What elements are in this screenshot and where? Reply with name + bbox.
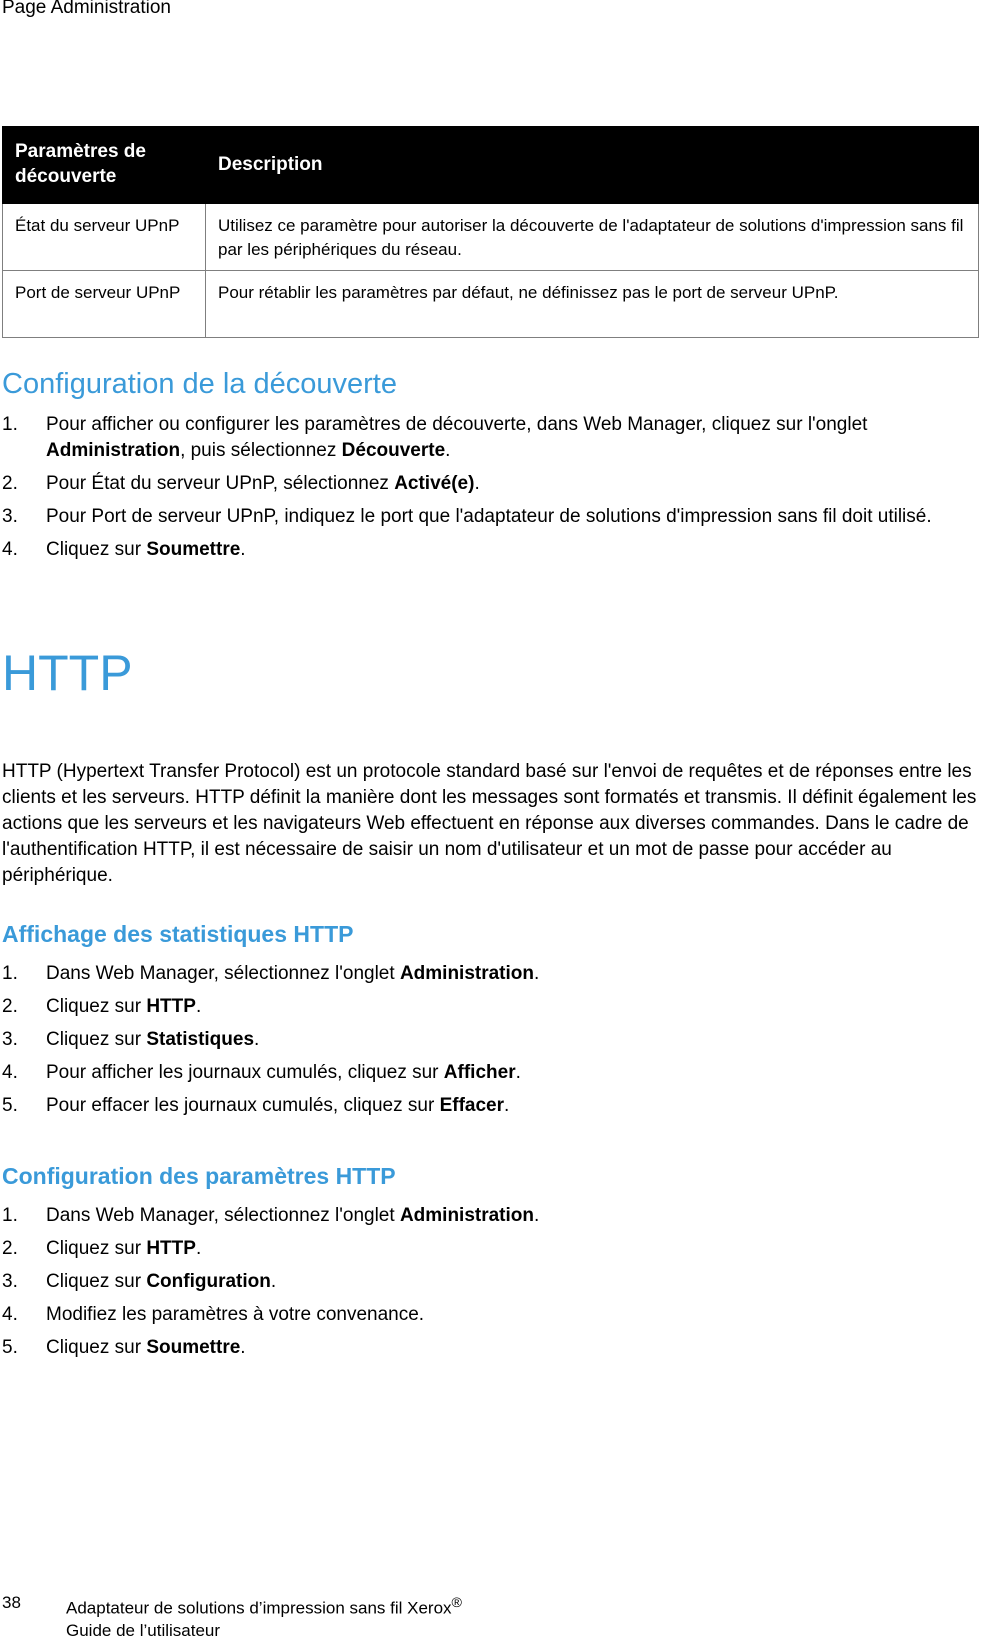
table-cell-description: Utilisez ce paramètre pour autoriser la découverte de l'adaptateur de solutions d'impression sans fil par les périphériques du réseau. <box>206 204 979 271</box>
list-item: 4. Pour afficher les journaux cumulés, cliquez sur Afficher. <box>2 1062 521 1083</box>
table-row <box>3 271 979 338</box>
table-cell-parameter: État du serveur UPnP <box>3 204 206 271</box>
http-stats-section <box>2 919 977 1126</box>
list-item: 1. Dans Web Manager, sélectionnez l'onglet Administration. <box>2 963 540 984</box>
list-item: 4. Modifiez les paramètres à votre convenance. <box>2 1304 425 1325</box>
list-item: 2. Pour État du serveur UPnP, sélectionnez Activé(e). <box>2 473 480 494</box>
steps-list <box>2 1203 977 1361</box>
list-item: 3. Pour Port de serveur UPnP, indiquez le port que l'adaptateur de solutions d'impression sans fil doit utilisé. <box>2 506 932 527</box>
section-title: Configuration des paramètres HTTP <box>2 1163 396 1189</box>
list-item: 5. Pour effacer les journaux cumulés, cliquez sur Effacer. <box>2 1095 510 1116</box>
table-cell-parameter: Port de serveur UPnP <box>3 271 206 338</box>
discovery-parameters-table <box>2 126 979 338</box>
running-header: Page Administration <box>2 0 171 18</box>
steps-list <box>2 412 977 563</box>
list-item: 2. Cliquez sur HTTP. <box>2 1238 202 1259</box>
list-item: 2. Cliquez sur HTTP. <box>2 996 202 1017</box>
http-intro: HTTP (Hypertext Transfer Protocol) est un protocole standard basé sur l'envoi de requêtes et de réponses entre les clients et les serveurs. HTTP définit la manière dont les messages sont formatés et transmis. Il définit également les actions que les serveurs et les navigateurs Web effectuent en réponse aux diverses commandes. Dans le cadre de l'authentification HTTP, il est nécessaire de saisir un nom d'utilisateur et un mot de passe pour accéder au périphérique. <box>2 761 977 886</box>
table-row <box>3 204 979 271</box>
column-header-description: Description <box>206 127 979 204</box>
column-header-parameter: Paramètres de découverte <box>3 127 206 204</box>
table-header-row <box>3 127 979 204</box>
list-item: 1. Dans Web Manager, sélectionnez l'onglet Administration. <box>2 1205 540 1226</box>
http-config-section <box>2 1161 977 1368</box>
section-title: Configuration de la découverte <box>2 368 397 400</box>
table-cell-description: Pour rétablir les paramètres par défaut, ne définissez pas le port de serveur UPnP. <box>206 271 979 338</box>
http-title: HTTP <box>2 645 133 701</box>
steps-list <box>2 961 977 1119</box>
list-item: 1. Pour afficher ou configurer les paramètres de découverte, dans Web Manager, cliquez sur l'onglet Administration, puis sélectionnez Découverte. <box>2 414 868 461</box>
page-number: 38 <box>2 1593 21 1612</box>
list-item: 4. Cliquez sur Soumettre. <box>2 539 246 560</box>
config-discovery-section <box>2 366 977 570</box>
document-title: Adaptateur de solutions d’impression sans fil Xerox® Guide de l’utilisateur <box>66 1595 462 1640</box>
list-item: 5. Cliquez sur Soumettre. <box>2 1337 246 1358</box>
http-section <box>2 643 977 889</box>
section-title: Affichage des statistiques HTTP <box>2 921 354 947</box>
list-item: 3. Cliquez sur Configuration. <box>2 1271 277 1292</box>
list-item: 3. Cliquez sur Statistiques. <box>2 1029 260 1050</box>
